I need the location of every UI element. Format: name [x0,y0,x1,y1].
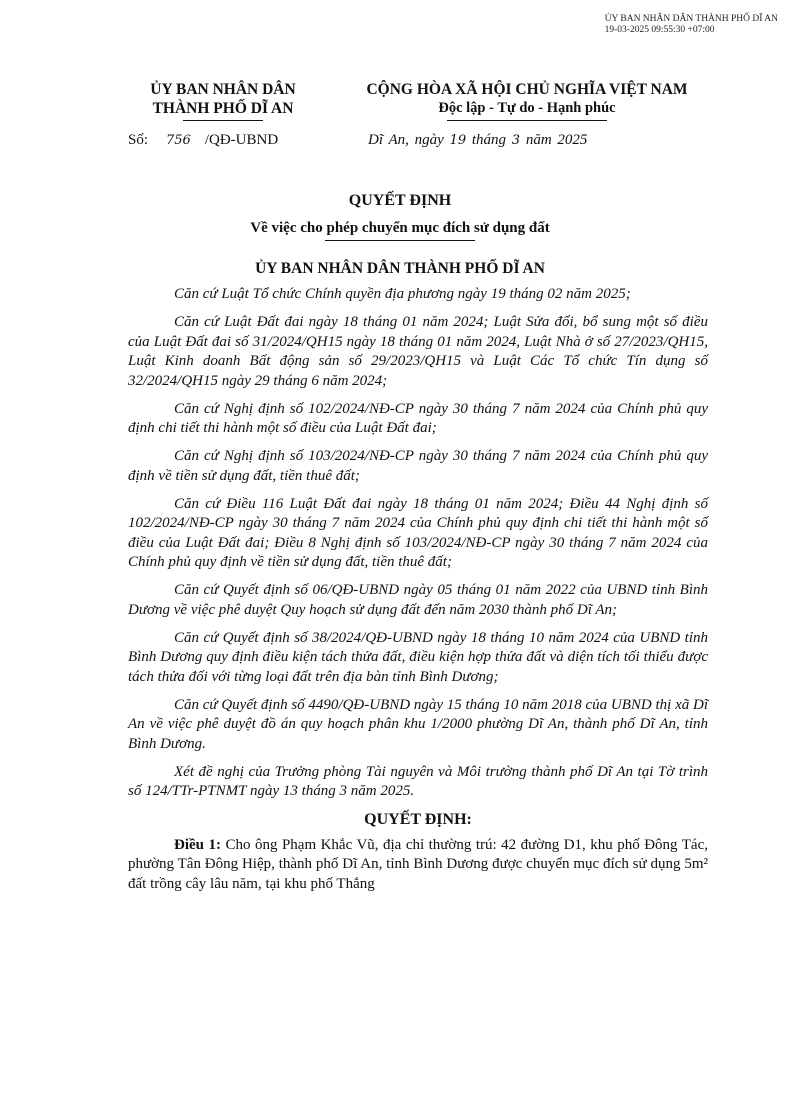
national-header [332,80,722,121]
number-prefix: Số: [128,132,149,148]
legal-basis-paragraph: Căn cứ Luật Đất đai ngày 18 tháng 01 năm 2024; Luật Sửa đổi, bổ sung một số điều của Luật Đất đai số 31/2024/QH15 ngày 18 tháng 01 năm 2024, Luật Nhà ở số 27/2023/QH15, Luật Kinh doanh Bất động sản số 29/2023/QH15 và Luật Các Tổ chức Tín dụng số 32/2024/QH15 ngày 29 tháng 6 năm 2024; [128,314,708,389]
document-subtitle [0,220,800,241]
article-1-text: Cho ông Phạm Khắc Vũ, địa chỉ thường trú: 42 đường D1, khu phố Đông Tác, phường Tân Đông Hiệp, thành phố Dĩ An, tỉnh Bình Dương được chuyển mục đích sử dụng 5m² đất trồng cây lâu năm, tại khu phố Thắng [128,836,708,892]
document-title: QUYẾT ĐỊNH [348,192,452,209]
national-motto: Độc lập - Tự do - Hạnh phúc [438,100,616,116]
issuing-authority-line1: ỦY BAN NHÂN DÂN [150,81,296,98]
subtitle-underline [325,240,475,241]
date-year: năm 2025 [525,132,588,148]
legal-basis-paragraph: Căn cứ Nghị định số 103/2024/NĐ-CP ngày 30 tháng 7 năm 2024 của Chính phủ quy định về tiền sử dụng đất, tiền thuê đất; [128,448,708,484]
stamp-timestamp: 19-03-2025 09:55:30 +07:00 [604,25,715,35]
authority-underline [183,120,263,121]
digital-signature-stamp [605,14,778,36]
date-prefix: Dĩ An, ngày [368,132,444,148]
legal-basis-paragraph: Căn cứ Quyết định số 38/2024/QĐ-UBND ngày 18 tháng 10 năm 2024 của UBND tỉnh Bình Dương quy định điều kiện tách thửa đất, điều kiện hợp thửa đất và diện tích tối thiểu được tách thửa đối với từng loại đất trên địa bàn tỉnh Bình Dương; [128,629,708,685]
motto-underline [447,120,607,121]
number-suffix: /QĐ-UBND [204,132,279,148]
deciding-authority: ỦY BAN NHÂN DÂN THÀNH PHỐ DĨ AN [255,260,545,277]
article-1-label: Điều 1: [174,836,221,853]
document-number [128,132,278,149]
date-month-label: tháng [471,132,507,148]
legal-basis-paragraph: Căn cứ Điều 116 Luật Đất đai ngày 18 tháng 01 năm 2024; Điều 44 Nghị định số 102/2024/NĐ-CP ngày 30 tháng 7 năm 2024 của Chính phủ quy định chi tiết thi hành một số điều của Luật Đất đai; Điều 8 Nghị định số 103/2024/NĐ-CP ngày 30 tháng 7 năm 2024 của Chính phủ quy định về tiền sử dụng đất, tiền thuê đất; [128,495,708,570]
date-day: 19 [449,133,467,148]
stamp-org: ỦY BAN NHÂN DÂN THÀNH PHỐ DĨ AN [604,14,778,24]
proposal-paragraph: Xét đề nghị của Trưởng phòng Tài nguyên và Môi trường thành phố Dĩ An tại Tờ trình số 124/TTr-PTNMT ngày 13 tháng 3 năm 2025. [128,763,708,799]
country-name: CỘNG HÒA XÃ HỘI CHỦ NGHĨA VIỆT NAM [366,81,688,98]
legal-basis-paragraph: Căn cứ Quyết định số 4490/QĐ-UBND ngày 15 tháng 10 năm 2018 của UBND thị xã Dĩ An về việc phê duyệt đồ án quy hoạch phân khu 1/2000 phường Dĩ An, thành phố Dĩ An, tỉnh Bình Dương. [128,696,708,752]
issuing-authority-line2: THÀNH PHỐ DĨ AN [152,100,294,117]
legal-basis-paragraph: Căn cứ Nghị định số 102/2024/NĐ-CP ngày 30 tháng 7 năm 2024 của Chính phủ quy định chi tiết thi hành một số điều của Luật Đất đai; [128,400,708,436]
number-handwritten: 756 [166,133,191,148]
legal-basis-paragraph: Căn cứ Quyết định số 06/QĐ-UBND ngày 05 tháng 01 năm 2022 của UBND tỉnh Bình Dương về việc phê duyệt Quy hoạch sử dụng đất đến năm 2030 thành phố Dĩ An; [128,582,708,618]
article-1 [128,836,708,895]
legal-basis-paragraph: Căn cứ Luật Tổ chức Chính quyền địa phương ngày 19 tháng 02 năm 2025; [174,286,631,302]
document-body [128,285,708,903]
subtitle-text: Về việc cho phép chuyển mục đích sử dụng đất [250,220,550,236]
document-date [368,132,587,149]
decision-heading: QUYẾT ĐỊNH: [364,811,472,828]
issuing-authority-header [118,80,328,121]
date-month: 3 [511,133,521,148]
